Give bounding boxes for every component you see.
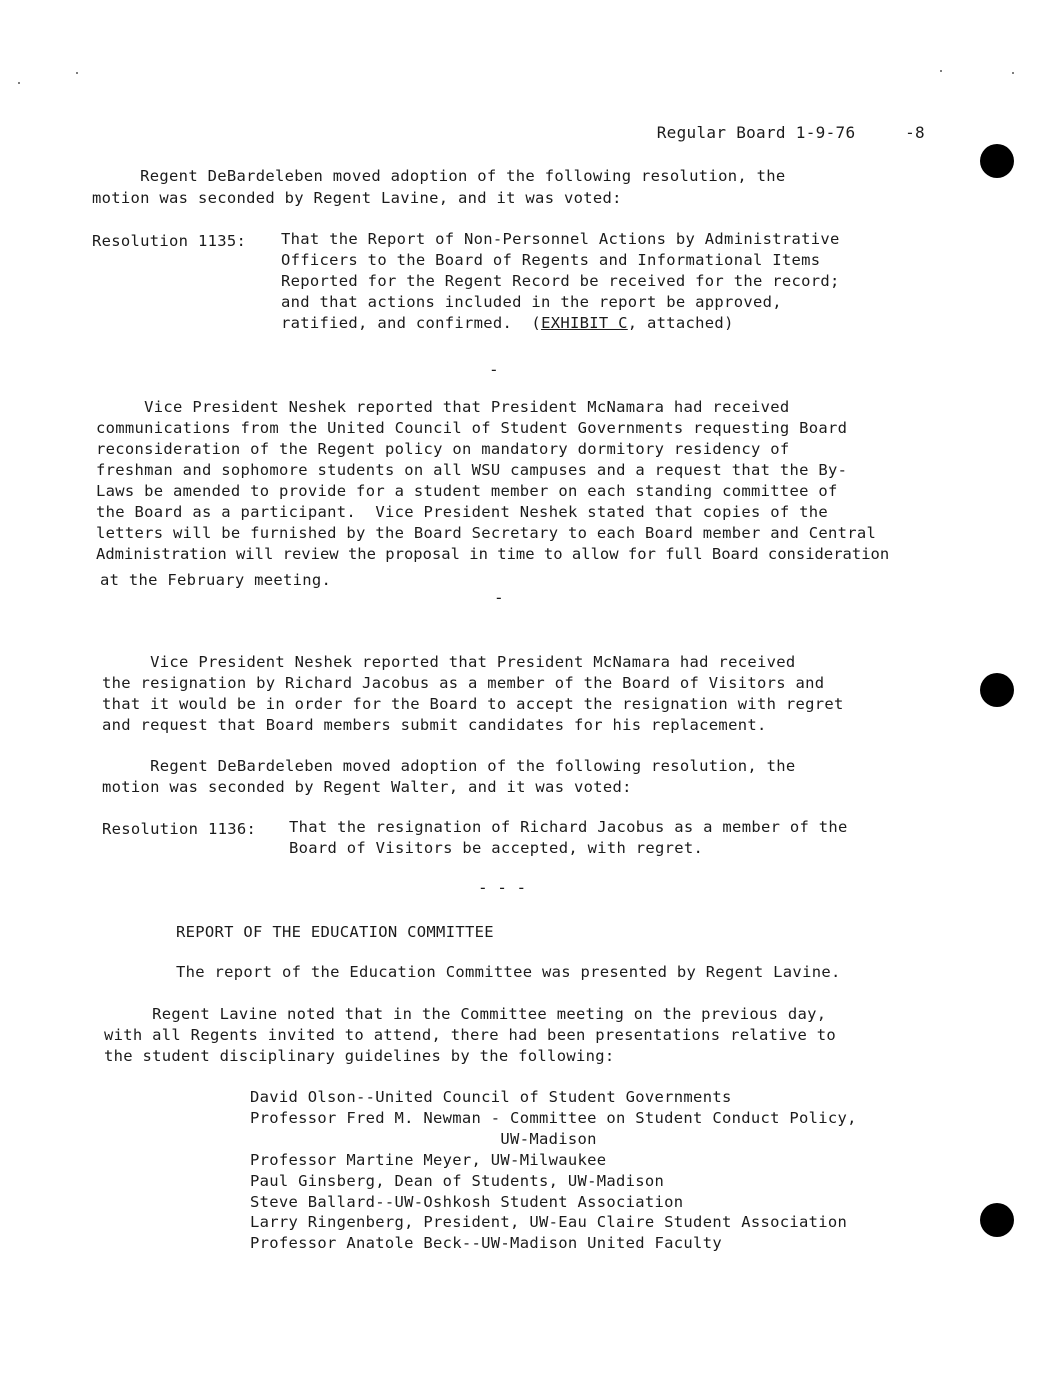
- paragraph-line: Administration will review the proposal in time to allow for full Board consideration: [96, 545, 890, 563]
- paragraph-line: Regent DeBardeleben moved adoption of the following resolution, the: [92, 167, 786, 185]
- paragraph-line: motion was seconded by Regent Lavine, and it was voted:: [92, 189, 622, 207]
- resolution-label: Resolution 1136:: [102, 820, 257, 838]
- section-heading: REPORT OF THE EDUCATION COMMITTEE: [176, 923, 494, 941]
- paragraph-line: communications from the United Council of Student Governments requesting Board: [96, 419, 848, 437]
- presenter-item: Paul Ginsberg, Dean of Students, UW-Madison: [250, 1172, 665, 1190]
- paragraph-line: and request that Board members submit candidates for his replacement.: [102, 716, 767, 734]
- exhibit-reference: EXHIBIT C: [541, 314, 628, 332]
- presenter-item: Steve Ballard--UW-Oshkosh Student Association: [250, 1193, 684, 1211]
- scan-speck: [18, 82, 20, 84]
- resolution-label: Resolution 1135:: [92, 232, 247, 250]
- paragraph-line: letters will be furnished by the Board Secretary to each Board member and Central: [96, 524, 877, 542]
- paragraph-line: Laws be amended to provide for a student member on each standing committee of: [96, 482, 838, 500]
- resolution-line: Board of Visitors be accepted, with regret.: [289, 839, 704, 857]
- punch-hole-top: [980, 144, 1014, 178]
- presenter-item: David Olson--United Council of Student Governments: [250, 1088, 732, 1106]
- paragraph-line: the student disciplinary guidelines by the following:: [104, 1047, 615, 1065]
- paragraph-line: Vice President Neshek reported that President McNamara had received: [102, 653, 796, 671]
- scan-speck: [1012, 72, 1014, 74]
- scan-speck: [76, 72, 78, 74]
- paragraph-line: The report of the Education Committee was presented by Regent Lavine.: [176, 963, 841, 981]
- paragraph-line: motion was seconded by Regent Walter, and it was voted:: [102, 778, 632, 796]
- paragraph-line: with all Regents invited to attend, there had been presentations relative to: [104, 1026, 837, 1044]
- paragraph-line: at the February meeting.: [100, 571, 332, 589]
- resolution-line: Officers to the Board of Regents and Informational Items: [281, 251, 821, 269]
- resolution-line: ratified, and confirmed. (EXHIBIT C, attached): [281, 314, 734, 332]
- punch-hole-bottom: [980, 1203, 1014, 1237]
- presenter-item: Professor Fred M. Newman - Committee on Student Conduct Policy,: [250, 1109, 857, 1127]
- paragraph-line: reconsideration of the Regent policy on mandatory dormitory residency of: [96, 440, 790, 458]
- resolution-line: That the Report of Non-Personnel Actions by Administrative: [281, 230, 840, 248]
- section-separator: -: [494, 588, 504, 607]
- scan-speck: [940, 70, 942, 72]
- page-number: -8: [905, 123, 925, 142]
- presenter-item: Larry Ringenberg, President, UW-Eau Claire Student Association: [250, 1213, 848, 1231]
- section-separator: -: [489, 360, 499, 379]
- presenter-item: UW-Madison: [250, 1130, 597, 1148]
- paragraph-line: the Board as a participant. Vice President Neshek stated that copies of the: [96, 503, 829, 521]
- resolution-line: and that actions included in the report be approved,: [281, 293, 782, 311]
- paragraph-line: Regent Lavine noted that in the Committee meeting on the previous day,: [104, 1005, 827, 1023]
- paragraph-line: the resignation by Richard Jacobus as a member of the Board of Visitors and: [102, 674, 825, 692]
- paragraph-line: Regent DeBardeleben moved adoption of the following resolution, the: [102, 757, 796, 775]
- presenter-item: Professor Martine Meyer, UW-Milwaukee: [250, 1151, 607, 1169]
- paragraph-line: freshman and sophomore students on all WSU campuses and a request that the By-: [96, 461, 848, 479]
- page-header: [617, 101, 925, 164]
- resolution-line: That the resignation of Richard Jacobus as a member of the: [289, 818, 848, 836]
- presenter-item: Professor Anatole Beck--UW-Madison United Faculty: [250, 1234, 722, 1252]
- section-separator: - - -: [478, 878, 527, 897]
- header-title: Regular Board 1-9-76: [656, 123, 856, 142]
- punch-hole-middle: [980, 673, 1014, 707]
- resolution-line: Reported for the Regent Record be received for the record;: [281, 272, 840, 290]
- paragraph-line: Vice President Neshek reported that President McNamara had received: [96, 398, 790, 416]
- paragraph-line: that it would be in order for the Board to accept the resignation with regret: [102, 695, 844, 713]
